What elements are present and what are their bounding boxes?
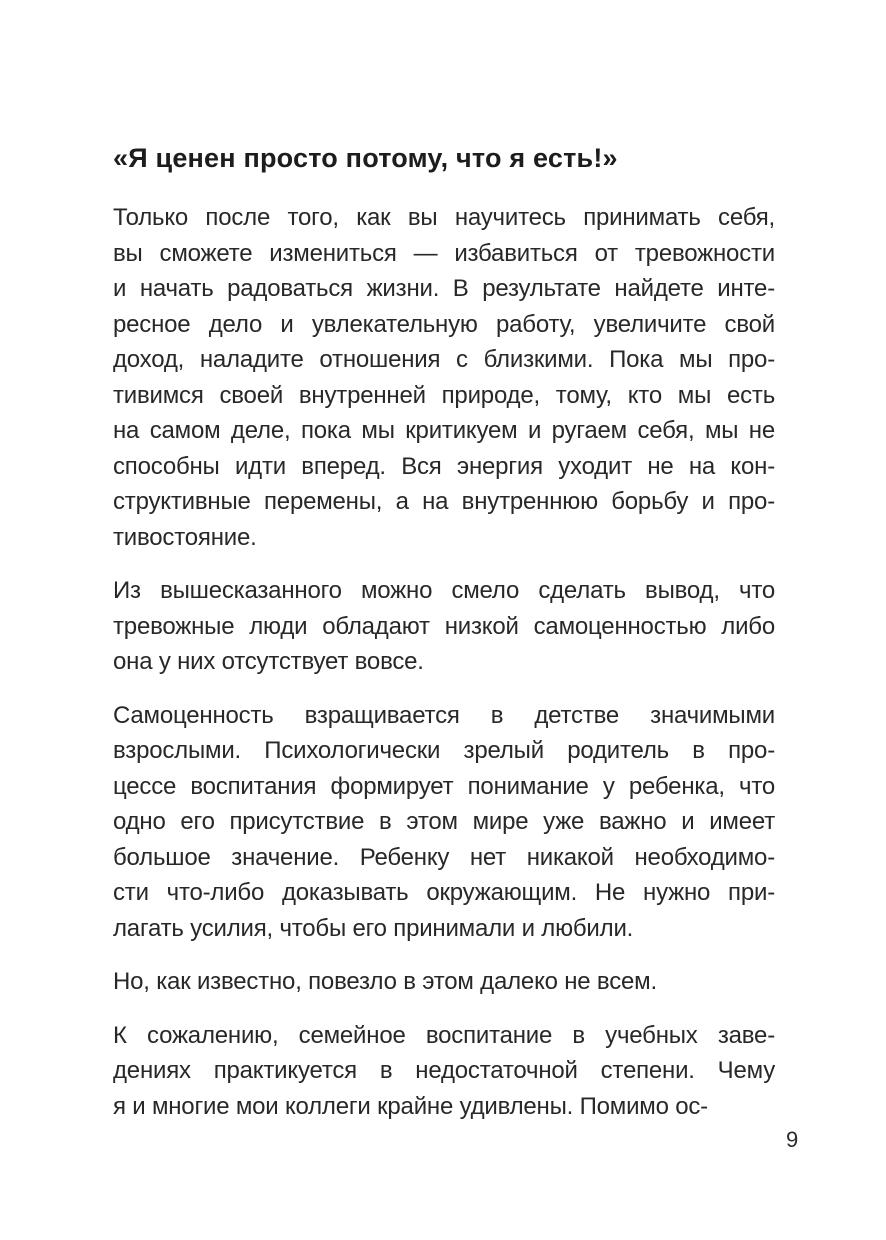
- paragraph: [113, 200, 775, 555]
- text-line: дениях практикуется в недостаточной степени. Чему: [113, 1057, 775, 1084]
- text-line: доход, наладите отношения с близкими. Пока мы про-: [113, 346, 775, 373]
- text-line: способны идти вперед. Вся энергия уходит не на кон-: [113, 452, 775, 480]
- page-number: 9: [786, 1127, 799, 1152]
- text-line: большое значение. Ребенку нет никакой необходимо-: [113, 843, 775, 871]
- paragraph: [113, 964, 775, 1000]
- paragraph: [113, 573, 775, 680]
- paragraph: [113, 698, 775, 947]
- text-line: тревожные люди обладают низкой самоценностью либо: [113, 612, 775, 640]
- text-line: ресное дело и увлекательную работу, увеличите свой: [113, 310, 775, 338]
- page-content: [113, 143, 775, 1142]
- text-line: на самом деле, пока мы критикуем и ругаем себя, мы не: [113, 417, 775, 444]
- text-line: Из вышесказанного можно смело сделать вывод, что: [113, 577, 775, 604]
- text-line: сти что-либо доказывать окружающим. Не нужно при-: [113, 879, 775, 906]
- text-line: одно его присутствие в этом мире уже важно и имеет: [113, 808, 775, 835]
- text-line: и начать радоваться жизни. В результате найдете инте-: [113, 275, 775, 302]
- text-line: Но, как известно, повезло в этом далеко не всем.: [113, 968, 657, 995]
- text-line: она у них отсутствует вовсе.: [113, 648, 424, 675]
- body-text: [113, 200, 775, 1124]
- chapter-heading: «Я ценен просто потому, что я есть!»: [113, 143, 618, 173]
- text-line: структивные перемены, а на внутреннюю борьбу и про-: [113, 488, 775, 515]
- text-line: тивостояние.: [113, 523, 257, 551]
- text-line: К сожалению, семейное воспитание в учебных заве-: [113, 1021, 775, 1049]
- text-line: я и многие мои коллеги крайне удивлены. Помимо ос-: [113, 1092, 708, 1120]
- paragraph: [113, 1018, 775, 1125]
- text-line: взрослыми. Психологически зрелый родитель в про-: [113, 737, 775, 764]
- text-line: вы сможете измениться — избавиться от тревожности: [113, 239, 775, 267]
- text-line: Самоценность взращивается в детстве значимыми: [113, 701, 775, 729]
- text-line: лагать усилия, чтобы его принимали и любили.: [113, 914, 634, 942]
- text-line: цессе воспитания формирует понимание у ребенка, что: [113, 772, 775, 800]
- text-line: Только после того, как вы научитесь принимать себя,: [113, 204, 775, 231]
- text-line: тивимся своей внутренней природе, тому, кто мы есть: [113, 381, 775, 409]
